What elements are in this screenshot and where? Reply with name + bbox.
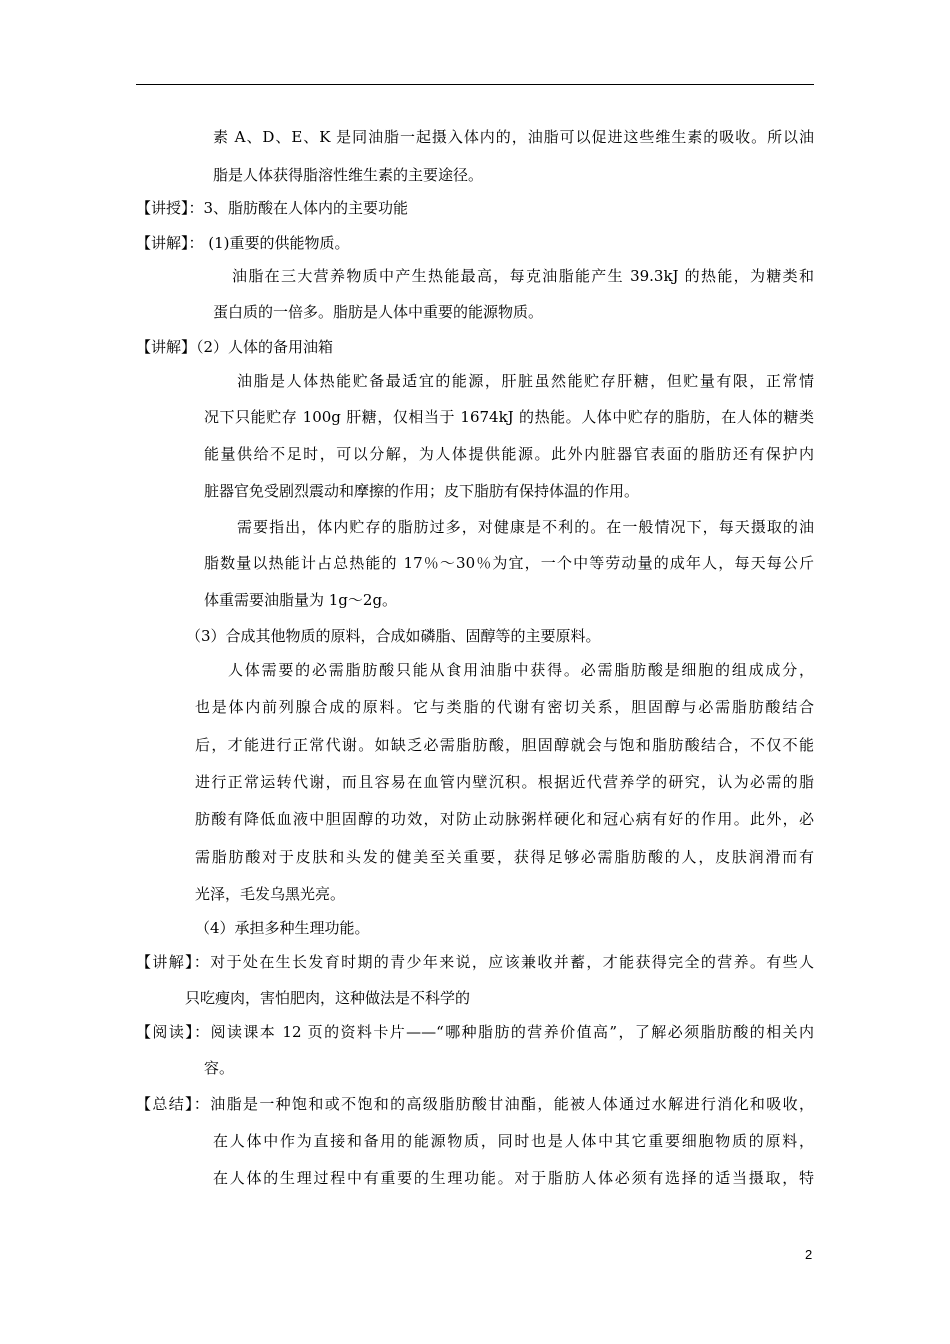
text-line: 需要指出，体内贮存的脂肪过多，对健康是不利的。在一般情况下，每天摄取的油 [237,518,814,536]
text-line: 【总结】：油脂是一种饱和或不饱和的高级脂肪酸甘油酯，能被人体通过水解进行消化和吸收， [136,1095,814,1113]
text-line: 在人体中作为直接和备用的能源物质，同时也是人体中其它重要细胞物质的原料， [213,1132,814,1150]
text-line: 只吃瘦肉，害怕肥肉，这种做法是不科学的 [185,989,471,1007]
text-line: 【讲解】： (1)重要的供能物质。 [136,234,350,252]
text-line: 油脂是人体热能贮备最适宜的能源，肝脏虽然能贮存肝糖，但贮量有限，正常情 [237,372,814,390]
text-line: 脏器官免受剧烈震动和摩擦的作用；皮下脂肪有保持体温的作用。 [204,482,640,500]
page-number: 2 [805,1247,813,1262]
text-line: 【讲解】（2）人体的备用油箱 [136,338,334,356]
text-line: 人体需要的必需脂肪酸只能从食用油脂中获得。必需脂肪酸是细胞的组成成分， [228,661,814,679]
text-line: （3）合成其他物质的原料，合成如磷脂、固醇等的主要原料。 [186,627,601,645]
text-line: 容。 [204,1059,235,1077]
text-line: 脂是人体获得脂溶性维生素的主要途径。 [213,166,484,184]
text-line: 蛋白质的一倍多。脂肪是人体中重要的能源物质。 [213,303,544,321]
text-line: 进行正常运转代谢，而且容易在血管内壁沉积。根据近代营养学的研究，认为必需的脂 [195,773,814,791]
text-line: （4）承担多种生理功能。 [195,919,370,937]
text-line: 能量供给不足时，可以分解，为人体提供能源。此外内脏器官表面的脂肪还有保护内 [204,445,814,463]
text-line: 【讲解】：对于处在生长发育时期的青少年来说，应该兼收并蓄，才能获得完全的营养。有些人 [136,953,814,971]
text-line: 在人体的生理过程中有重要的生理功能。对于脂肪人体必须有选择的适当摄取，特 [213,1169,814,1187]
text-line: 也是体内前列腺合成的原料。它与类脂的代谢有密切关系，胆固醇与必需脂肪酸结合 [195,698,814,716]
text-line: 素 A、D、E、K 是同油脂一起摄入体内的，油脂可以促进这些维生素的吸收。所以油 [213,128,814,146]
text-line: 光泽，毛发乌黑光亮。 [195,885,346,903]
text-line: 肪酸有降低血液中胆固醇的功效，对防止动脉粥样硬化和冠心病有好的作用。此外，必 [195,810,814,828]
text-line: 后，才能进行正常代谢。如缺乏必需脂肪酸，胆固醇就会与饱和脂肪酸结合，不仅不能 [195,736,814,754]
text-line: 需脂肪酸对于皮肤和头发的健美至关重要，获得足够必需脂肪酸的人，皮肤润滑而有 [195,848,814,866]
text-line: 脂数量以热能计占总热能的 17％～30％为宜，一个中等劳动量的成年人，每天每公斤 [204,554,814,572]
text-line: 况下只能贮存 100g 肝糖，仅相当于 1674kJ 的热能。人体中贮存的脂肪，在人体的糖类 [204,408,814,426]
text-line: 【讲授】：3、脂肪酸在人体内的主要功能 [136,199,409,217]
text-line: 油脂在三大营养物质中产生热能最高，每克油脂能产生 39.3kJ 的热能，为糖类和 [232,267,814,285]
header-rule [136,84,814,85]
text-line: 【阅读】：阅读课本 12 页的资料卡片——“哪种脂肪的营养价值高”，了解必须脂肪酸的相关内 [136,1023,814,1041]
text-line: 体重需要油脂量为 1g～2g。 [204,591,398,609]
